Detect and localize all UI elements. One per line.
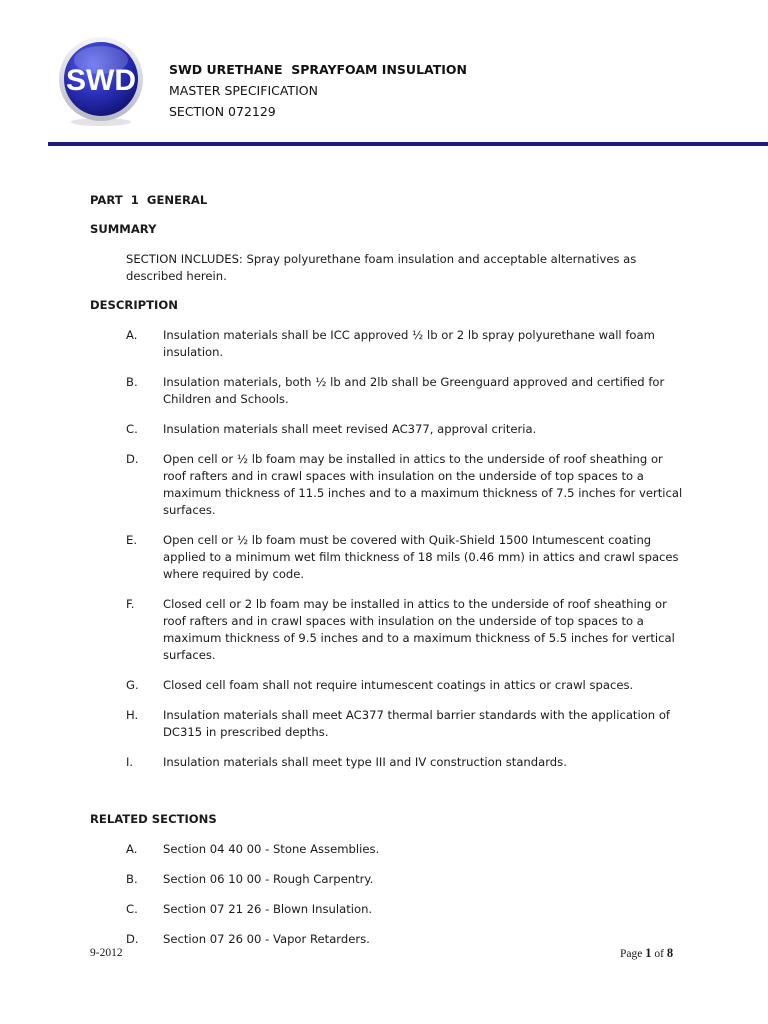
item-text: Insulation materials shall meet AC377 thermal barrier standards with the application of DC315 in prescribed depths. [163,708,670,739]
list-item [90,871,690,888]
description-list [90,327,690,771]
item-text: Open cell or ½ lb foam must be covered with Quik-Shield 1500 Intumescent coating applied to a minimum wet film thickness of 18 mils (0.46 mm) in attics and crawl spaces where required by code. [163,533,679,581]
item-text: Open cell or ½ lb foam may be installed in attics to the underside of roof sheathing or roof rafters and in crawl spaces with insulation on the underside of top spaces to a maximum thickness of 11.5 inches and to a maximum thickness of 7.5 inches for vertical surfaces. [163,452,683,517]
item-text: Insulation materials shall be ICC approved ½ lb or 2 lb spray polyurethane wall foam insulation. [163,328,655,359]
page-word: Page [620,948,643,960]
document-subtitle: MASTER SPECIFICATION [169,83,318,98]
list-item [90,677,690,694]
item-letter: F. [126,597,135,611]
related-sections-heading: RELATED SECTIONS [90,812,217,826]
item-text: Closed cell foam shall not require intumescent coatings in attics or crawl spaces. [163,678,634,692]
item-letter: D. [126,452,139,466]
item-letter: I. [126,755,134,769]
item-letter: E. [126,533,138,547]
list-item [90,327,690,361]
summary-heading: SUMMARY [90,222,157,236]
list-item [90,421,690,438]
header-divider [48,142,768,146]
item-letter: A. [126,328,138,342]
item-letter: B. [126,872,138,886]
item-text: Closed cell or 2 lb foam may be installed in attics to the underside of roof sheathing or roof rafters and in crawl spaces with insulation on the underside of top spaces to a maximum thickness of 9.5 inches and to a maximum thickness of 5.5 inches for vertical surfaces. [163,597,675,662]
list-item [90,374,690,408]
item-letter: C. [126,902,138,916]
item-text: Section 06 10 00 - Rough Carpentry. [163,872,374,886]
item-letter: D. [126,932,139,946]
item-letter: G. [126,678,139,692]
list-item [90,901,690,918]
item-text: Section 04 40 00 - Stone Assemblies. [163,842,380,856]
of-word: of [654,948,664,960]
related-sections-list [90,841,690,948]
document-body [90,192,690,948]
section-number: SECTION 072129 [169,104,276,119]
item-letter: A. [126,842,138,856]
item-letter: B. [126,375,138,389]
footer-date: 9-2012 [90,947,123,959]
summary-text: SECTION INCLUDES: Spray polyurethane foam insulation and acceptable alternatives as described herein. [126,252,637,283]
item-text: Insulation materials, both ½ lb and 2lb shall be Greenguard approved and certified for Children and Schools. [163,375,665,406]
list-item [90,931,690,948]
list-item [90,754,690,771]
list-item [90,451,690,519]
document-header [169,59,467,122]
swd-logo [54,34,148,128]
item-text: Insulation materials shall meet revised AC377, approval criteria. [163,422,537,436]
total-pages: 8 [666,946,674,960]
list-item [90,707,690,741]
document-title: SWD URETHANE SPRAYFOAM INSULATION [169,62,468,77]
current-page: 1 [645,946,652,960]
list-item [90,596,690,664]
item-letter: C. [126,422,138,436]
item-letter: H. [126,708,139,722]
part-heading: PART 1 GENERAL [90,193,208,207]
list-item [90,532,690,583]
list-item [90,841,690,858]
item-text: Insulation materials shall meet type III and IV construction standards. [163,755,567,769]
description-heading: DESCRIPTION [90,298,178,312]
item-text: Section 07 21 26 - Blown Insulation. [163,902,373,916]
page-number [620,946,673,961]
item-text: Section 07 26 00 - Vapor Retarders. [163,932,370,946]
logo-text: SWD [66,64,136,97]
